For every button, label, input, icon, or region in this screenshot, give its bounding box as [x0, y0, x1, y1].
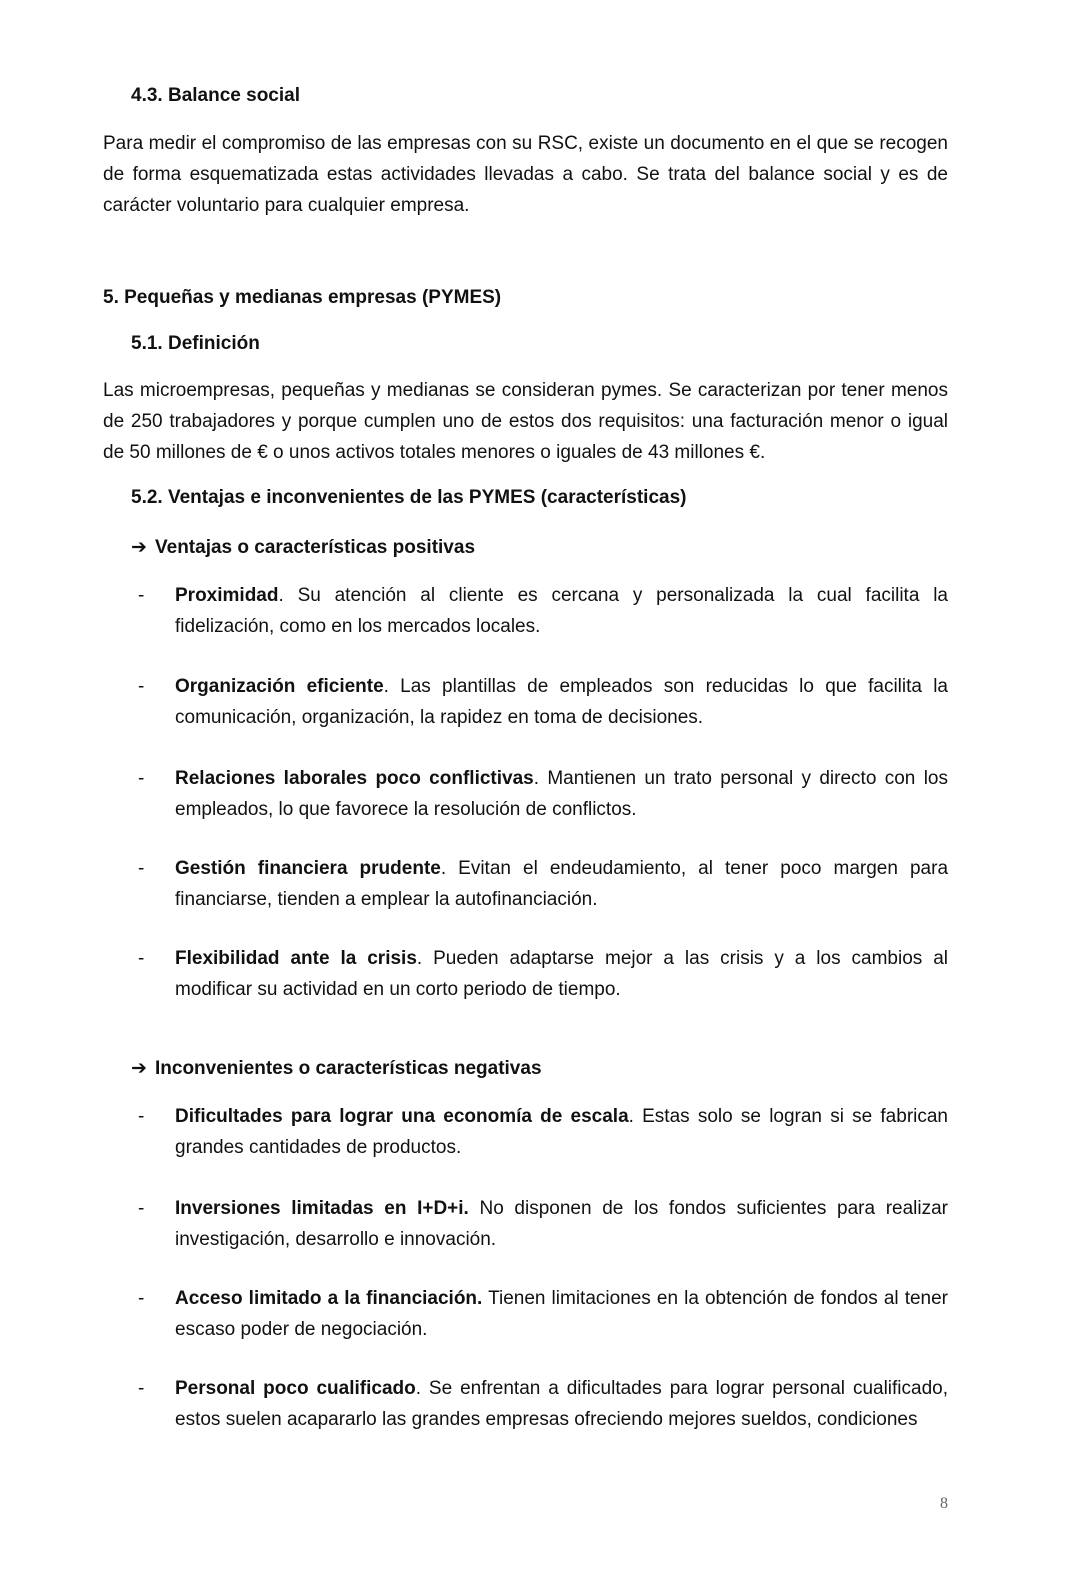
paragraph-definicion: Las microempresas, pequeñas y medianas se consideran pymes. Se caracterizan por tener menos de 250 trabajadores y porque cumplen uno de estos dos requisitos: una facturación menor o igual de 50 millones de € o unos activos totales menores o iguales de 43 millones €.: [103, 380, 948, 463]
list-item-desc: . Estas solo se logran si se fabrican grandes cantidades de productos.: [175, 1106, 948, 1158]
list-dash: -: [138, 1198, 145, 1219]
list-item-desc: Tienen limitaciones en la obtención de fondos al tener escaso poder de negociación.: [175, 1288, 948, 1340]
list-item-term: Flexibilidad ante la crisis: [175, 948, 417, 969]
list-item-text: [175, 853, 948, 915]
list-dash: -: [138, 585, 145, 606]
list-item-text: [175, 580, 948, 642]
list-item-text: [175, 763, 948, 825]
heading-5-1: 5.1. Definición: [131, 333, 260, 354]
subheading-ventajas-label: Ventajas o características positivas: [155, 537, 476, 558]
list-item-desc: . Las plantillas de empleados son reducidas lo que facilita la comunicación, organización, la rapidez en toma de decisiones.: [175, 676, 948, 728]
subheading-ventajas: [131, 536, 475, 560]
list-item-text: [175, 1283, 948, 1345]
list-item-term: Inversiones limitadas en I+D+i.: [175, 1198, 469, 1219]
list-item-term: Acceso limitado a la financiación.: [175, 1288, 483, 1309]
list-item-term: Dificultades para lograr una economía de escala: [175, 1106, 629, 1127]
list-item-term: Organización eficiente: [175, 676, 384, 697]
list-item-desc: . Se enfrentan a dificultades para lograr personal cualificado, estos suelen acapararlo las grandes empresas ofreciendo mejores sueldos, condiciones: [175, 1378, 948, 1430]
list-item-desc: . Evitan el endeudamiento, al tener poco margen para financiarse, tienden a emplear la autofinanciación.: [175, 858, 949, 910]
list-item-desc: . Mantienen un trato personal y directo con los empleados, lo que favorece la resolución de conflictos.: [175, 768, 949, 820]
list-item-text: [175, 1373, 948, 1435]
list-item-text: [175, 671, 948, 733]
subheading-inconvenientes-label: Inconvenientes o características negativas: [155, 1058, 542, 1079]
list-item-term: Proximidad: [175, 585, 279, 606]
subheading-inconvenientes: [131, 1057, 542, 1081]
page-number: 8: [940, 1495, 948, 1512]
arrow-right-icon: ➔: [131, 537, 147, 558]
arrow-right-icon: ➔: [131, 1058, 147, 1079]
list-item-desc: . Su atención al cliente es cercana y personalizada la cual facilita la fidelización, como en los mercados locales.: [175, 585, 948, 637]
list-item-desc: No disponen de los fondos suficientes para realizar investigación, desarrollo e innovación.: [175, 1198, 949, 1250]
list-item-term: Gestión financiera prudente: [175, 858, 441, 879]
list-item-desc: . Pueden adaptarse mejor a las crisis y a los cambios al modificar su actividad en un corto periodo de tiempo.: [175, 948, 948, 1000]
heading-4-3: 4.3. Balance social: [131, 85, 300, 106]
list-item-term: Relaciones laborales poco conflictivas: [175, 768, 534, 789]
heading-5: 5. Pequeñas y medianas empresas (PYMES): [103, 287, 502, 308]
paragraph-balance-social: Para medir el compromiso de las empresas con su RSC, existe un documento en el que se recogen de forma esquematizada estas actividades llevadas a cabo. Se trata del balance social y es de carácter voluntario para cualquier empresa.: [103, 133, 948, 216]
list-dash: -: [138, 1288, 145, 1309]
heading-5-2: 5.2. Ventajas e inconvenientes de las PYMES (características): [131, 487, 687, 508]
list-item-text: [175, 1101, 948, 1163]
list-dash: -: [138, 858, 145, 879]
list-item-text: [175, 943, 948, 1005]
list-item-text: [175, 1193, 948, 1255]
list-dash: -: [138, 1378, 145, 1399]
list-item-term: Personal poco cualificado: [175, 1378, 416, 1399]
list-dash: -: [138, 676, 145, 697]
list-dash: -: [138, 1106, 145, 1127]
list-dash: -: [138, 948, 145, 969]
list-dash: -: [138, 768, 145, 789]
